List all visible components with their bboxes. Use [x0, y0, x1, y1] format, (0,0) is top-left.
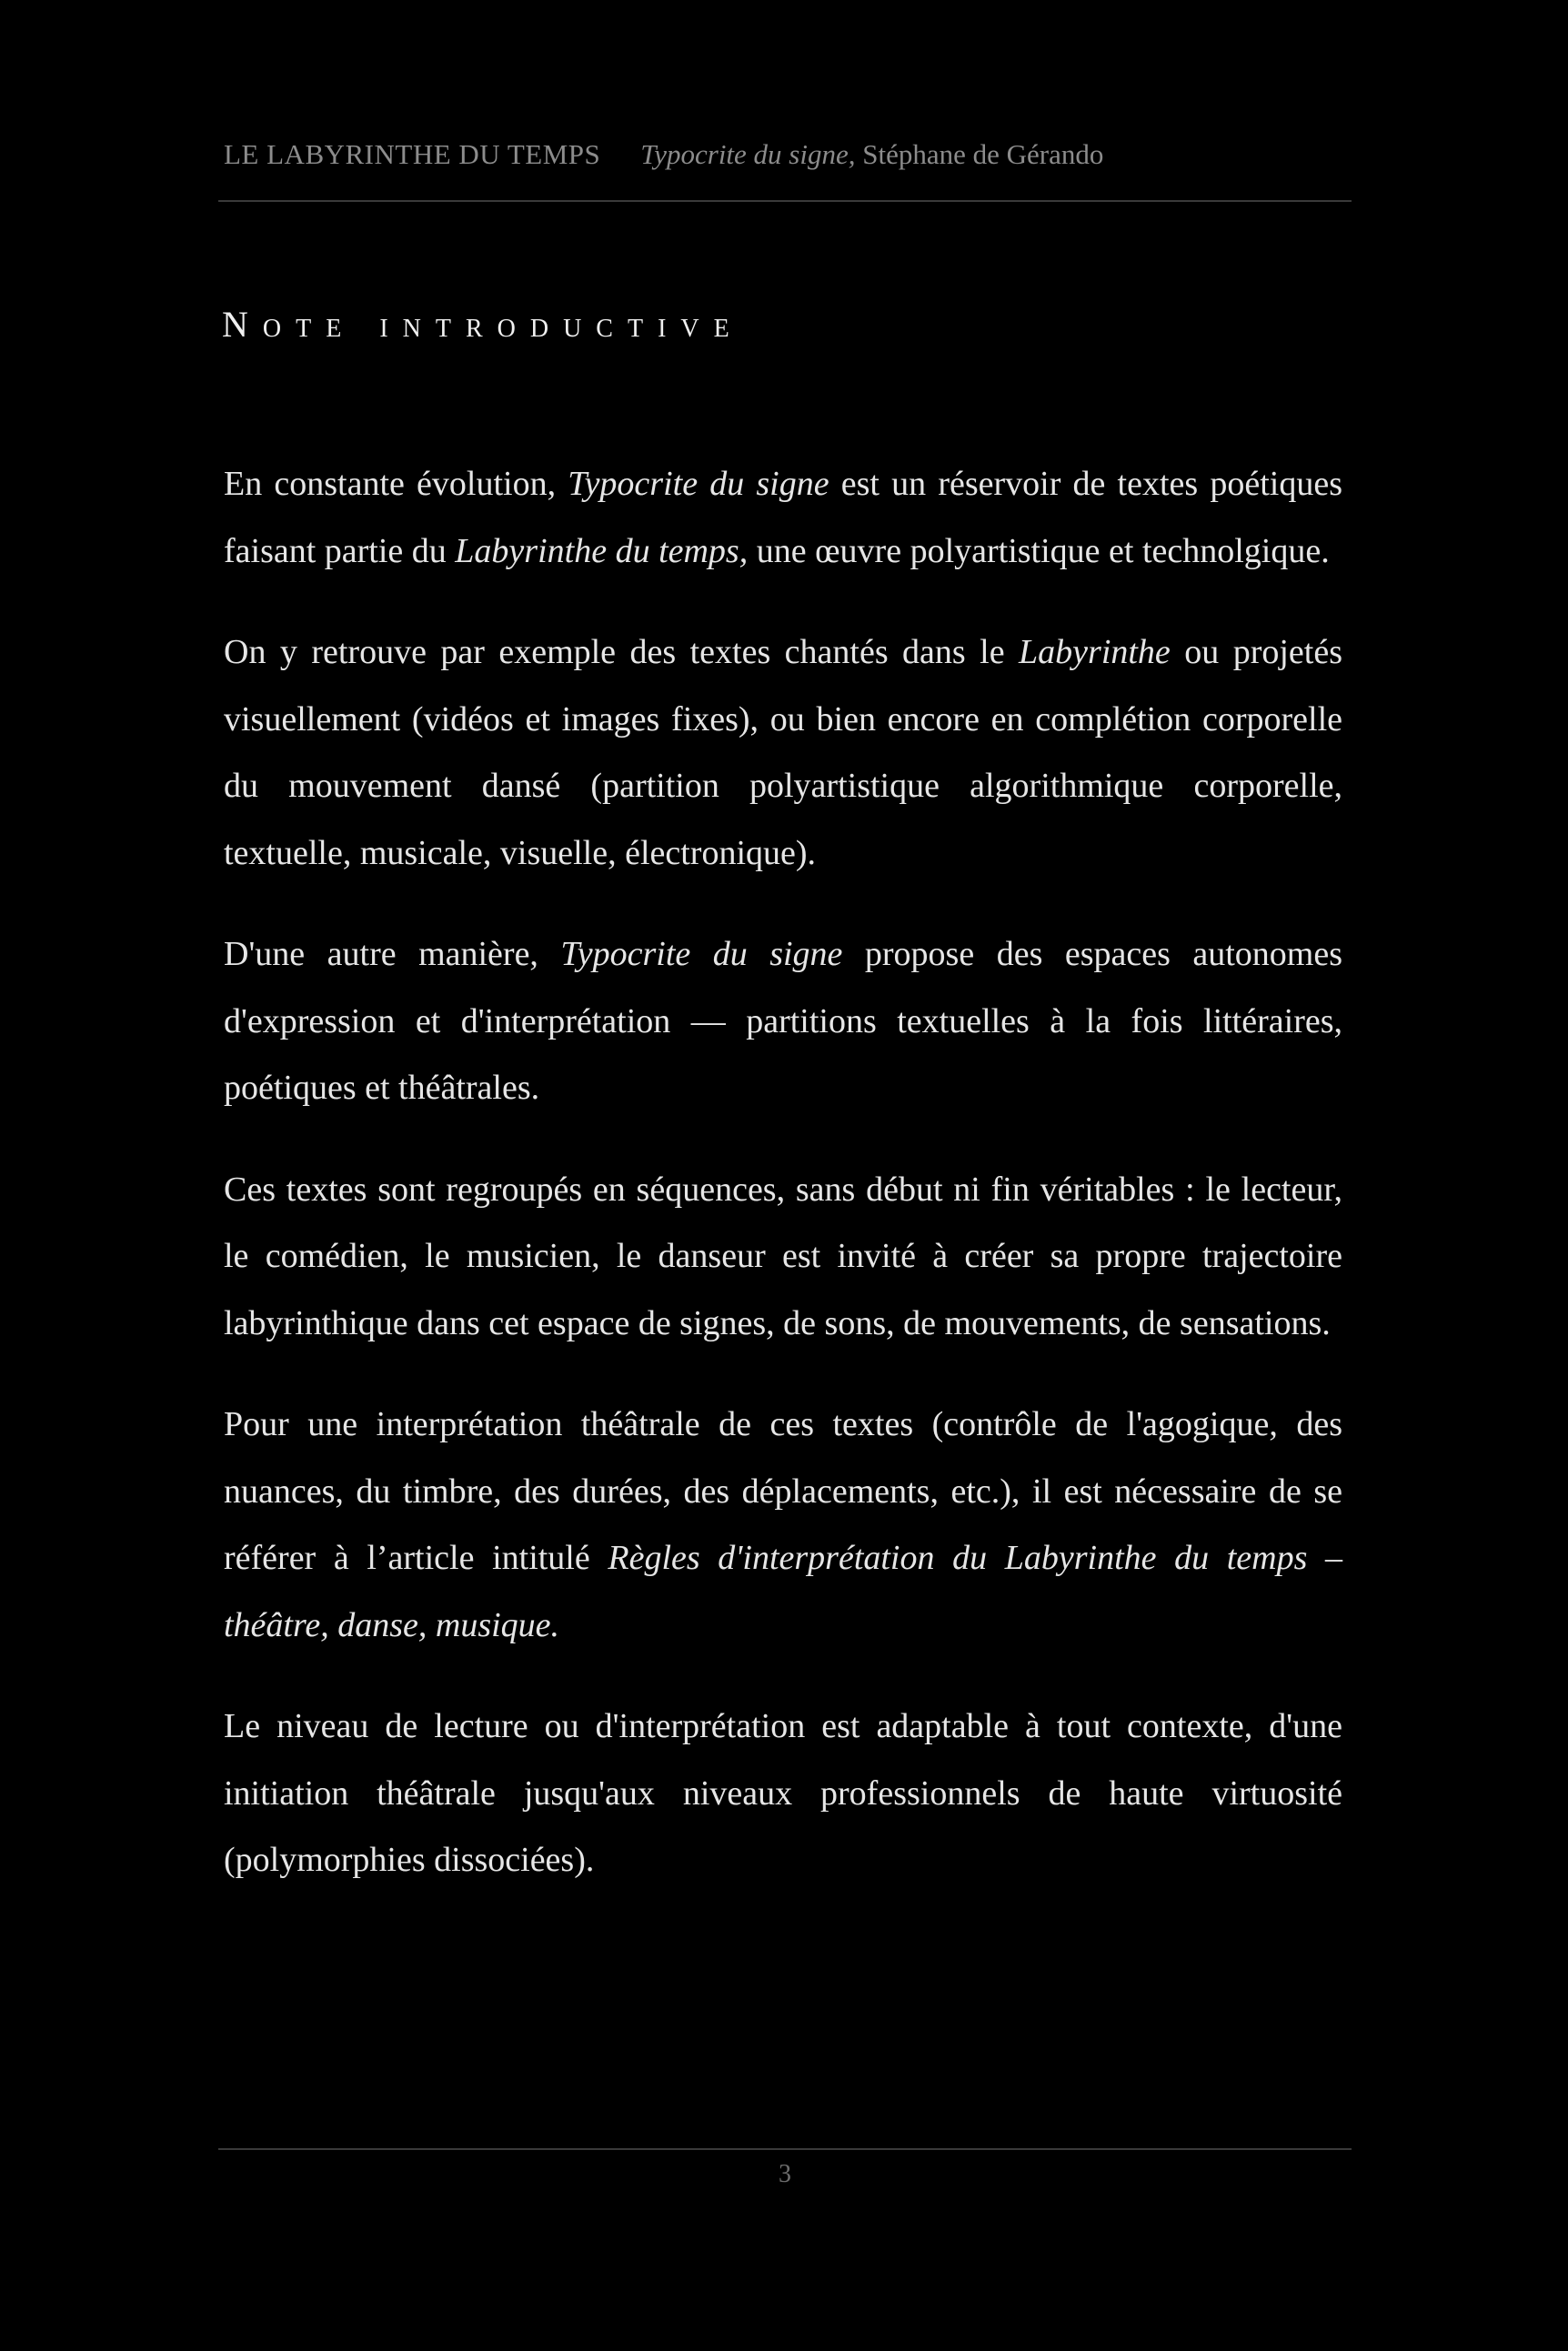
paragraph-3: [224, 921, 1342, 1122]
text-run: est un réservoir de textes poétiques faisant partie du: [224, 465, 1342, 570]
footer-divider: [218, 2148, 1352, 2150]
italic-title: Labyrinthe: [1019, 633, 1171, 671]
paragraph-6: [224, 1693, 1342, 1894]
text-run: ou projetés visuellement (vidéos et images fixes), ou bien encore en complétion corporelle du mouvement dansé (partition polyartistique algorithmique corporelle, textuelle, musicale, visuelle, électronique).: [224, 633, 1342, 872]
page-number: 3: [779, 2160, 791, 2188]
text-run: On y retrouve par exemple des textes chantés dans le: [224, 633, 1020, 671]
text-run: propose des espaces autonomes d'expression et d'interprétation — partitions textuelles à la fois littéraires, poétiques et théâtrales.: [224, 935, 1342, 1107]
text-run: En constante évolution,: [224, 465, 568, 503]
text-run: Pour une interprétation théâtrale de ces textes (contrôle de l'agogique, des nuances, du timbre, des durées, des déplacements, etc.), il est nécessaire de se référer à l’article intitulé: [224, 1405, 1342, 1577]
paragraph-1: [224, 451, 1342, 585]
body-text: [224, 451, 1342, 1929]
paragraph-2: [224, 619, 1342, 887]
italic-title: Typocrite du signe: [568, 465, 829, 503]
author-name: Stéphane de Gérando: [862, 138, 1104, 170]
text-run: Ces textes sont regroupés en séquences, sans début ni fin véritables : le lecteur, le comédien, le musicien, le danseur est invité à créer sa propre trajectoire labyrinthique dans cet espace de signes, de sons, de mouvements, de sensations.: [224, 1170, 1342, 1342]
paragraph-4: [224, 1157, 1342, 1358]
document-page: [218, 0, 1352, 2351]
header-divider: [218, 200, 1352, 202]
italic-title: Labyrinthe du temps,: [455, 531, 749, 570]
section-title: Note introductive: [222, 304, 744, 345]
text-run: une œuvre polyartistique et technolgique.: [748, 531, 1330, 570]
italic-title: Règles d'interprétation du Labyrinthe du temps – théâtre, danse, musique.: [224, 1539, 1343, 1644]
running-header: [224, 138, 1352, 171]
text-run: Le niveau de lecture ou d'interprétation est adaptable à tout contexte, d'une initiation théâtrale jusqu'aux niveaux professionnels de haute virtuosité (polymorphies dissociées).: [224, 1707, 1342, 1879]
book-title: Typocrite du signe,: [640, 138, 856, 170]
series-title: LE LABYRINTHE DU TEMPS: [224, 138, 601, 170]
text-run: D'une autre manière,: [224, 935, 561, 973]
paragraph-5: [224, 1392, 1342, 1659]
italic-title: Typocrite du signe: [560, 935, 843, 973]
